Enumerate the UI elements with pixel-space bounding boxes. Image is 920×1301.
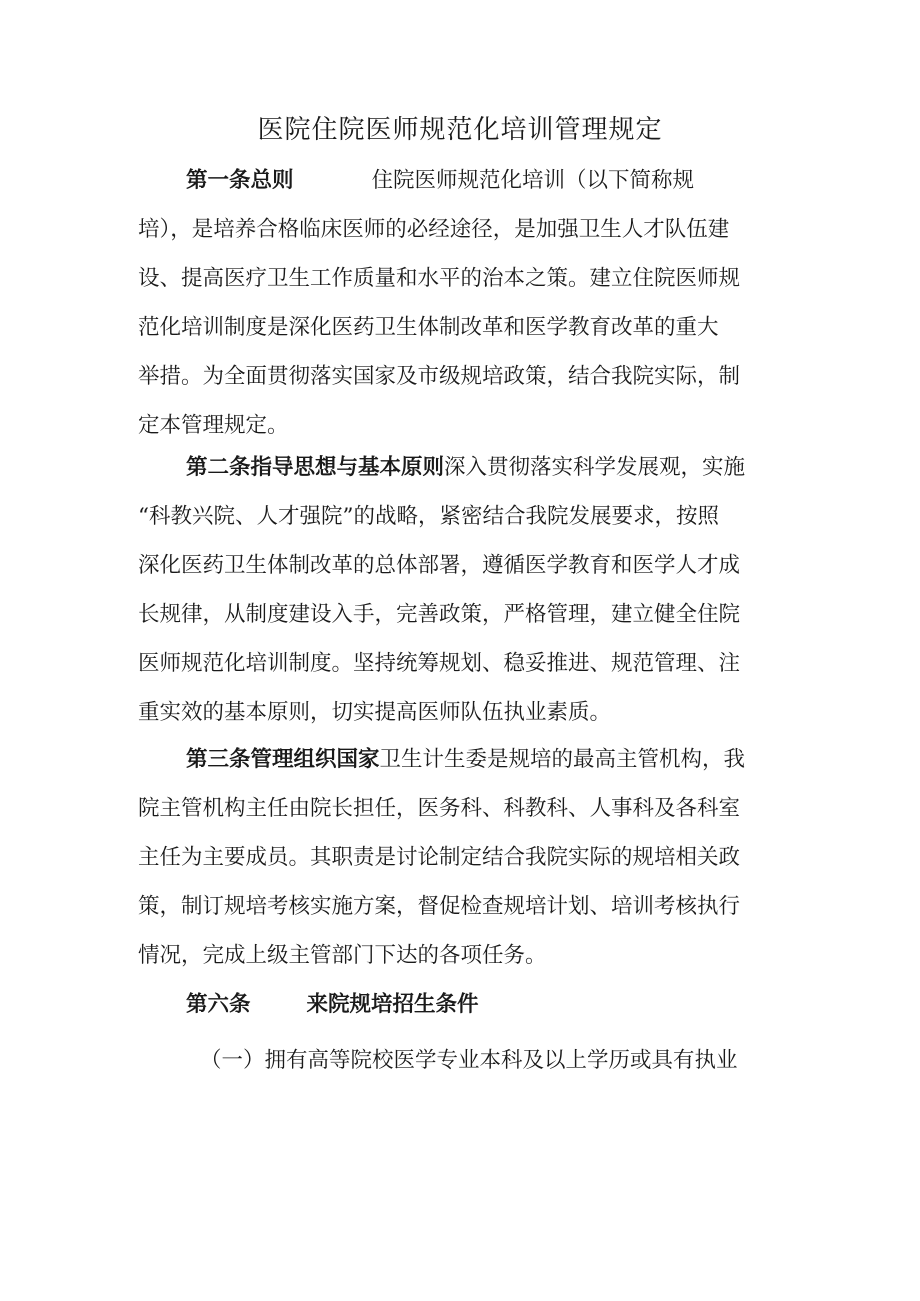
article-6-heading-number: 第六条 (186, 992, 251, 1017)
document-title: 医院住院医师规范化培训管理规定 (257, 115, 663, 145)
article-6 (138, 980, 788, 1029)
article-6-item-1-text: （一）拥有高等院校医学专业本科及以上学历或具有执业 (200, 1048, 738, 1073)
article-1-first-line (138, 156, 788, 205)
article-6-item-1 (138, 1036, 788, 1085)
article-1-line-1: 住院医师规范化培训（以下简称规 (371, 168, 695, 193)
article-3-line-2: 院主管机构主任由院长担任，医务科、科教科、人事科及各科室 (138, 796, 741, 821)
article-1-line-6: 定本管理规定。 (138, 413, 289, 438)
article-1-line-2: 培），是培养合格临床医师的必经途径，是加强卫生人才队伍建 (138, 217, 730, 242)
article-2-heading: 第二条指导思想与基本原则 (186, 455, 445, 480)
article-2-line-6: 重实效的基本原则，切实提高医师队伍执业素质。 (138, 700, 612, 725)
article-6-heading (138, 980, 788, 1029)
article-1-line-3: 设、提高医疗卫生工作质量和水平的治本之策。建立住院医师规 (138, 266, 741, 291)
article-3-line-1: 卫生计生委是规培的最高主管机构，我 (379, 747, 746, 772)
article-2-line-2: “科教兴院、人才强院”的战略，紧密结合我院发展要求，按照 (138, 504, 719, 529)
article-2-line-4: 长规律，从制度建设入手，完善政策，严格管理，建立健全住院 (138, 602, 741, 627)
article-1 (138, 156, 788, 450)
article-2-first-line (138, 443, 788, 492)
article-2 (138, 443, 788, 737)
article-1-line-5: 举措。为全面贯彻落实国家及市级规培政策，结合我院实际，制 (138, 364, 741, 389)
article-3-line-3: 主任为主要成员。其职责是讨论制定结合我院实际的规培相关政 (138, 845, 741, 870)
article-1-line-4: 范化培训制度是深化医药卫生体制改革和医学教育改革的重大 (138, 315, 719, 340)
article-2-line-5: 医师规范化培训制度。坚持统筹规划、稳妥推进、规范管理、注 (138, 651, 741, 676)
article-3 (138, 735, 788, 980)
article-2-line-1: 深入贯彻落实科学发展观，实施 (444, 455, 746, 480)
article-1-heading: 第一条总则 (186, 168, 294, 193)
article-6-heading-title: 来院规培招生条件 (306, 992, 479, 1017)
article-3-heading: 第三条管理组织国家 (186, 747, 380, 772)
article-3-line-4: 策，制订规培考核实施方案，督促检查规培计划、培训考核执行 (138, 894, 741, 919)
article-3-first-line (138, 735, 788, 784)
article-3-line-5: 情况，完成上级主管部门下达的各项任务。 (138, 943, 547, 968)
article-2-line-3: 深化医药卫生体制改革的总体部署，遵循医学教育和医学人才成 (138, 553, 741, 578)
